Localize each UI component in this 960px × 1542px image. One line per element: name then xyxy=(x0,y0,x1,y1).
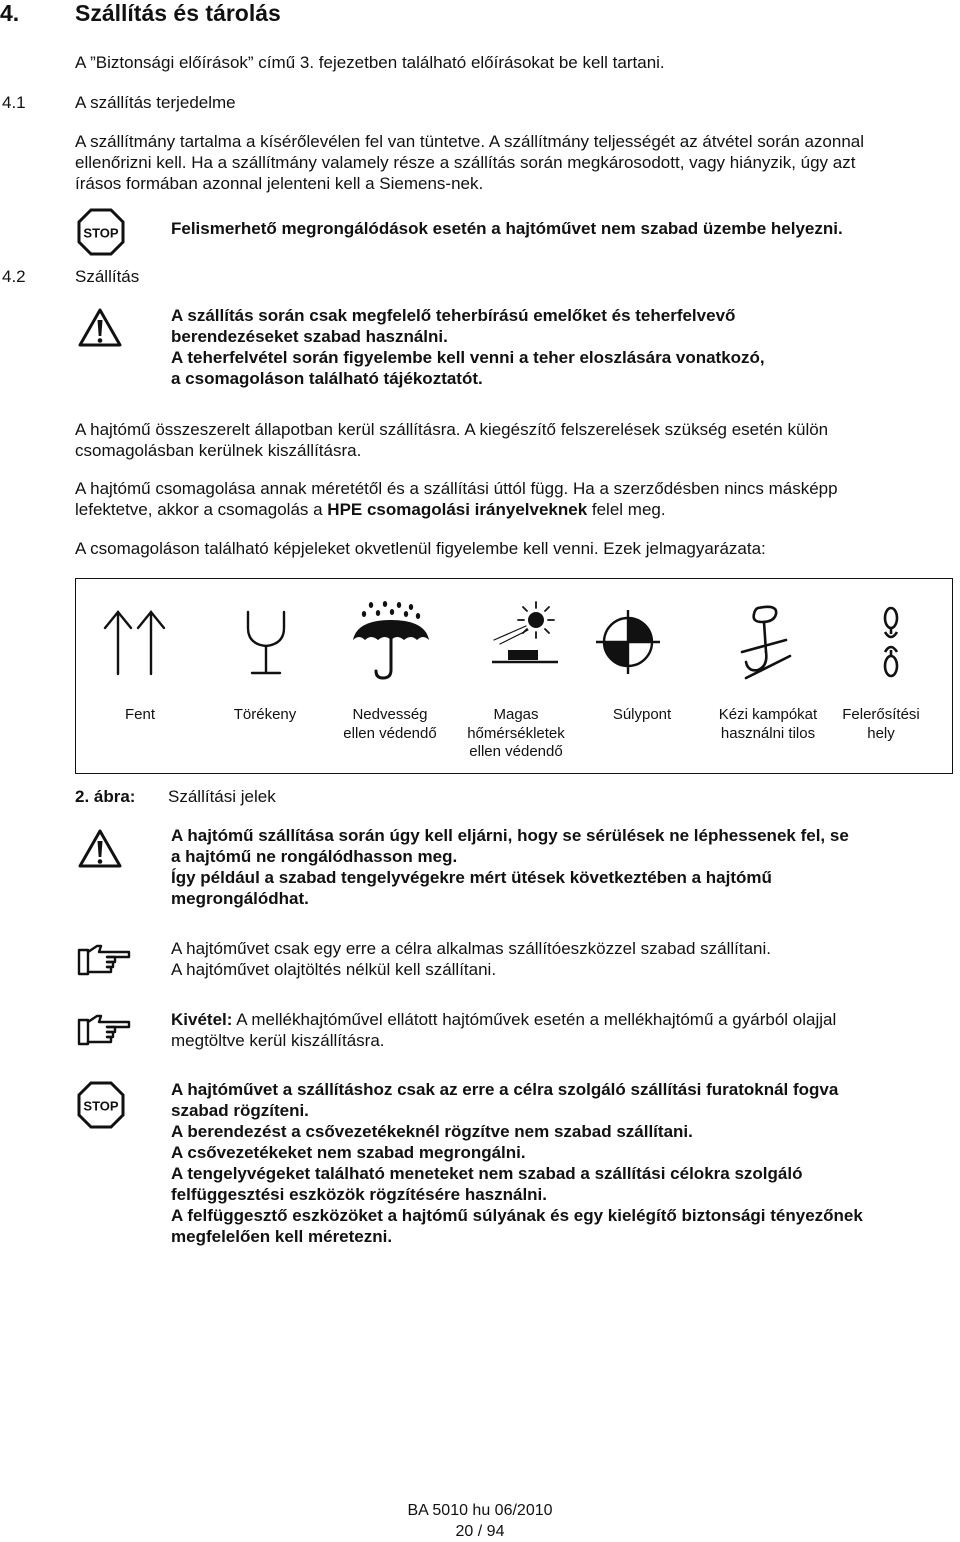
this-way-up-arrows-icon xyxy=(101,606,167,678)
subsection-number-4-2: 4.2 xyxy=(2,267,26,286)
delivery-line: A szállítmány tartalma a kísérőlevélen fel van tüntetve. A szállítmány teljességét az átvétel során azonnal xyxy=(75,132,865,151)
svg-text:STOP: STOP xyxy=(83,225,119,241)
no-hand-hooks-icon xyxy=(736,604,798,682)
delivery-line: írásos formában azonnal jelenteni kell a Siemens-nek. xyxy=(75,174,484,193)
symbols-intro: A csomagoláson található képjeleket okvetlenül figyelembe kell venni. Ezek jelmagyarázata: xyxy=(75,539,766,558)
fragile-glass-icon xyxy=(240,606,292,678)
symbol-label: Kézi kampókat használni tilos xyxy=(718,706,818,742)
warning-lifting xyxy=(171,305,955,389)
symbol-label: Nedvesség ellen védendő xyxy=(343,706,437,742)
hpe-guidelines: HPE csomagolási irányelveknek xyxy=(327,500,588,519)
warning-line: a csomagoláson található tájékoztatót. xyxy=(171,369,483,388)
warning-line: A teherfelvétel során figyelembe kell venni a teher eloszlására vonatkozó, xyxy=(171,348,765,367)
symbol-label: Törékeny xyxy=(233,706,297,723)
warning-line: Így például a szabad tengelyvégekre mért ütések következtében a hajtómű xyxy=(171,868,772,887)
warning-handling xyxy=(171,825,955,909)
stop-line: felfüggesztési eszközök rögzítésére használni. xyxy=(171,1185,548,1204)
figure-caption: Szállítási jelek xyxy=(168,787,276,806)
note-line: A hajtóművet csak egy erre a célra alkalmas szállítóeszközzel szabad szállítani. xyxy=(171,939,771,958)
warning-triangle-icon xyxy=(77,828,123,870)
symbol-label: Magas hőmérsékletek ellen védendő xyxy=(467,706,565,760)
delivery-paragraph xyxy=(75,131,955,194)
svg-text:STOP: STOP xyxy=(83,1098,119,1114)
footer-page-number: 20 / 94 xyxy=(455,1523,505,1540)
warning-line: A hajtómű szállítása során úgy kell eljárni, hogy se sérülések ne léphessenek fel, se xyxy=(171,826,849,845)
warning-triangle-icon xyxy=(77,307,123,349)
stop-line: A csővezetékeket nem szabad megrongálni. xyxy=(171,1143,526,1162)
assembled-line: csomagolásban kerülnek kiszállításra. xyxy=(75,441,362,460)
stop-line: szabad rögzíteni. xyxy=(171,1101,309,1120)
footer-doc-id: BA 5010 hu 06/2010 xyxy=(407,1502,553,1519)
assembled-line: A hajtómű összeszerelt állapotban kerül szállításra. A kiegészítő felszerelések szükség esetén külön xyxy=(75,420,829,439)
note-transport xyxy=(171,938,955,980)
delivery-line: ellenőrizni kell. Ha a szállítmány valamely része a szállítás során megkárosodott, vagy hiányzik, úgy azt xyxy=(75,153,856,172)
packaging-line: A hajtómű csomagolása annak méretétől és a szállítási úttól függ. Ha a szerződésben nincs másképp xyxy=(75,479,838,498)
subsection-number-4-1: 4.1 xyxy=(2,93,26,112)
umbrella-rain-icon xyxy=(349,600,433,682)
note-line: A hajtóművet olajtöltés nélkül kell szállítani. xyxy=(171,960,497,979)
stop-line: A tengelyvégeket található meneteket nem szabad a szállítási célokra szolgáló xyxy=(171,1164,803,1183)
sun-heat-icon xyxy=(486,600,564,682)
subsection-title-4-1: A szállítás terjedelme xyxy=(75,93,236,112)
stop-sign-icon xyxy=(77,208,125,256)
warning-line: A szállítás során csak megfelelő teherbírású emelőket és teherfelvevő xyxy=(171,306,736,325)
section-title: Szállítás és tárolás xyxy=(75,0,281,26)
pointing-hand-icon xyxy=(77,942,133,978)
packaging-line xyxy=(75,499,955,520)
center-of-gravity-icon xyxy=(592,606,664,678)
packaging-text: lefektetve, akkor a csomagolás a xyxy=(75,500,328,519)
stop-fixing-rules xyxy=(171,1079,955,1247)
warning-line: a hajtómű ne rongálódhasson meg. xyxy=(171,847,458,866)
stop-line: A hajtóművet a szállításhoz csak az erre a célra szolgáló szállítási furatoknál fogva xyxy=(171,1080,839,1099)
packaging-paragraph xyxy=(75,478,955,520)
exception-text: A mellékhajtóművel ellátott hajtóművek esetén a mellékhajtómű a gyárból olajjal xyxy=(232,1010,837,1029)
packaging-text: felel meg. xyxy=(587,500,666,519)
stop-note-damage: Felismerhető megrongálódások esetén a hajtóművet nem szabad üzembe helyezni. xyxy=(171,219,843,238)
warning-line: megrongálódhat. xyxy=(171,889,309,908)
pointing-hand-icon xyxy=(77,1012,133,1048)
note-exception xyxy=(171,1009,955,1051)
stop-line: megfelelően kell méretezni. xyxy=(171,1227,393,1246)
symbol-label: Felerősítési hely xyxy=(842,706,920,742)
section-number: 4. xyxy=(0,0,20,26)
section-intro: A ”Biztonsági előírások” című 3. fejezetben található előírásokat be kell tartani. xyxy=(75,53,665,72)
symbol-label: Fent xyxy=(124,706,155,723)
stop-line: A berendezést a csővezetékeknél rögzítve nem szabad szállítani. xyxy=(171,1122,693,1141)
warning-line: berendezéseket szabad használni. xyxy=(171,327,448,346)
stop-sign-icon xyxy=(77,1081,125,1129)
figure-number: 2. ábra: xyxy=(75,787,136,806)
subsection-title-4-2: Szállítás xyxy=(75,267,140,286)
exception-label: Kivétel: xyxy=(171,1010,233,1029)
note-line: megtöltve kerül kiszállításra. xyxy=(171,1031,385,1050)
sling-chain-icon xyxy=(875,604,907,682)
note-line xyxy=(171,1009,955,1030)
symbol-label: Súlypont xyxy=(612,706,672,723)
assembled-paragraph xyxy=(75,419,955,461)
stop-line: A felfüggesztő eszközöket a hajtómű súlyának és egy kielégítő biztonsági tényezőnek xyxy=(171,1206,863,1225)
